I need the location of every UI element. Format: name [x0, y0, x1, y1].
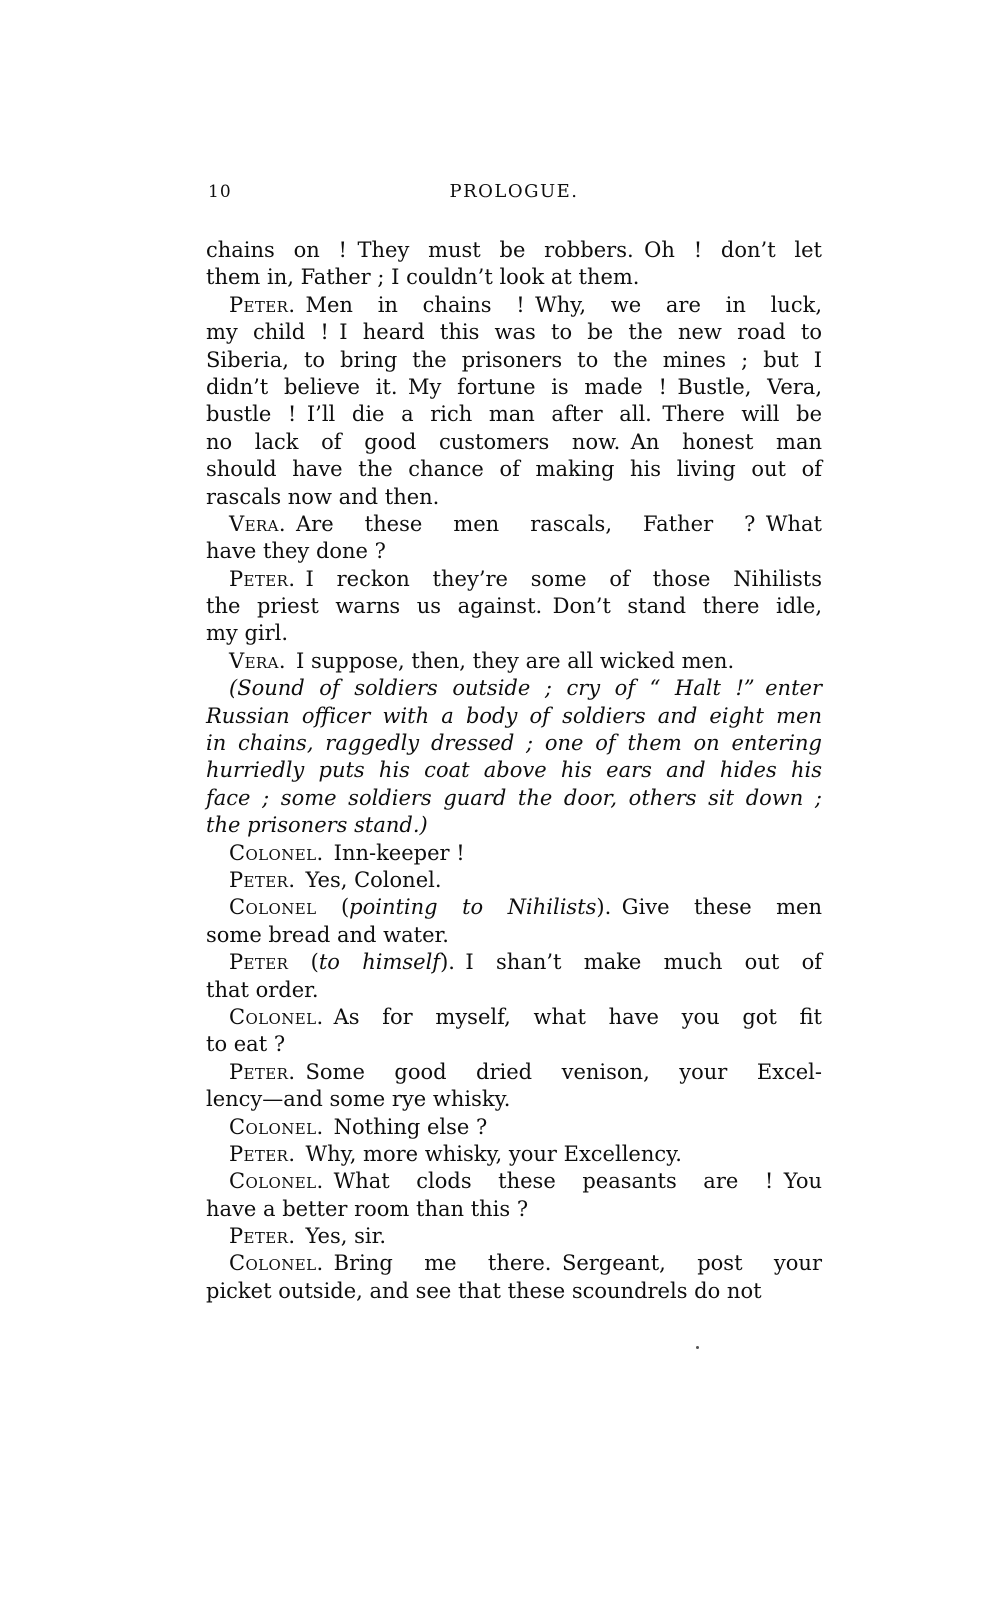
running-title: PROLOGUE.	[449, 181, 579, 202]
dialogue-text: . Men in chains ! Why, we are in luck,	[288, 292, 822, 317]
text-line	[206, 319, 822, 346]
speaker-name: Vera	[229, 511, 279, 536]
text-line	[206, 347, 822, 374]
text-line	[206, 237, 822, 264]
text-line	[206, 538, 822, 565]
text-line	[206, 812, 822, 839]
stage-direction-text: pointing to Nihilists	[349, 895, 597, 920]
text-line	[206, 1196, 822, 1223]
text-line	[206, 1059, 822, 1086]
dialogue-text: my child ! I heard this was to be the new road to	[206, 320, 822, 345]
text-line	[206, 703, 822, 730]
text-line	[206, 429, 822, 456]
speaker-name: Colonel	[229, 1114, 317, 1139]
speaker-name: Peter	[229, 292, 289, 317]
dialogue-text: ). I shan’t make much out of	[440, 950, 822, 975]
text-line	[206, 648, 822, 675]
speaker-name: Peter	[229, 1224, 289, 1249]
dialogue-text: didn’t believe it. My fortune is made ! Bustle, Vera,	[206, 374, 822, 399]
stage-direction-text: Russian officer with a body of soldiers and eight men	[206, 703, 822, 728]
stage-direction-text: hurriedly puts his coat above his ears and hides his	[206, 758, 822, 783]
dialogue-text: . Nothing else ?	[316, 1114, 488, 1139]
dialogue-text: lency—and some rye whisky.	[206, 1087, 511, 1112]
text-line	[206, 620, 822, 647]
text-line	[206, 730, 822, 757]
speaker-name: Colonel	[229, 1251, 317, 1276]
dialogue-text: that order.	[206, 977, 319, 1002]
speaker-name: Colonel	[229, 1004, 317, 1029]
text-line	[206, 675, 822, 702]
running-head	[206, 181, 822, 205]
text-line	[206, 566, 822, 593]
text-line	[206, 1168, 822, 1195]
page-number: 10	[208, 182, 232, 202]
text-line	[206, 949, 822, 976]
dialogue-text: picket outside, and see that these scoundrels do not	[206, 1278, 762, 1303]
speaker-name: Colonel	[229, 895, 317, 920]
text-line	[206, 511, 822, 538]
text-line	[206, 1278, 822, 1305]
dialogue-text: Siberia, to bring the prisoners to the mines ; but I	[206, 347, 822, 372]
text-line	[206, 922, 822, 949]
speaker-name: Colonel	[229, 1169, 317, 1194]
dialogue-text: bustle ! I’ll die a rich man after all. There will be	[206, 402, 822, 427]
text-line	[206, 1141, 822, 1168]
text-line	[206, 1031, 822, 1058]
text-line	[206, 1004, 822, 1031]
text-line	[206, 401, 822, 428]
dialogue-text: . Yes, Colonel.	[288, 867, 442, 892]
speaker-name: Vera	[229, 648, 279, 673]
text-line	[206, 374, 822, 401]
ink-speck	[696, 1346, 699, 1349]
text-line	[206, 840, 822, 867]
dialogue-text: ). Give these men	[596, 895, 823, 920]
text-line	[206, 264, 822, 291]
dialogue-text: . Yes, sir.	[288, 1224, 386, 1249]
dialogue-text: my girl.	[206, 621, 289, 646]
stage-direction-text: face ; some soldiers guard the door, others sit down ;	[206, 785, 822, 810]
dialogue-text: the priest warns us against. Don’t stand there idle,	[206, 594, 822, 619]
dialogue-text: . Inn-keeper !	[316, 840, 465, 865]
speaker-name: Peter	[229, 950, 289, 975]
stage-direction-text: to himself	[318, 950, 441, 975]
speaker-name: Peter	[229, 1141, 289, 1166]
dialogue-text: some bread and water.	[206, 922, 449, 947]
dialogue-text: . Why, more whisky, your Excellency.	[288, 1141, 682, 1166]
text-line	[206, 757, 822, 784]
stage-direction-text: the prisoners stand.)	[206, 813, 428, 838]
text-line	[206, 1086, 822, 1113]
text-block	[206, 237, 822, 1305]
dialogue-text: . Some good dried venison, your Excel-	[288, 1059, 822, 1084]
text-line	[206, 292, 822, 319]
text-line	[206, 1114, 822, 1141]
text-line	[206, 785, 822, 812]
text-line	[206, 1250, 822, 1277]
dialogue-text: . What clods these peasants are ! You	[316, 1169, 822, 1194]
dialogue-text: (	[288, 950, 319, 975]
dialogue-text: . I suppose, then, they are all wicked men.	[278, 648, 735, 673]
dialogue-text: chains on ! They must be robbers. Oh ! don’t let	[206, 238, 822, 262]
dialogue-text: rascals now and then.	[206, 484, 440, 509]
speaker-name: Colonel	[229, 840, 317, 865]
text-line	[206, 593, 822, 620]
stage-direction-text: in chains, raggedly dressed ; one of them on entering	[206, 731, 822, 756]
dialogue-text: have a better room than this ?	[206, 1196, 529, 1221]
dialogue-text: . I reckon they’re some of those Nihilists	[288, 566, 822, 591]
dialogue-text: . Are these men rascals, Father ? What	[278, 511, 822, 536]
dialogue-text: no lack of good customers now. An honest man	[206, 429, 822, 454]
dialogue-text: . As for myself, what have you got fit	[316, 1004, 822, 1029]
dialogue-text: (	[316, 895, 350, 920]
speaker-name: Peter	[229, 867, 289, 892]
stage-direction-text: (Sound of soldiers outside ; cry of “ Halt !” enter	[229, 676, 822, 701]
dialogue-text: have they done ?	[206, 539, 386, 564]
text-line	[206, 456, 822, 483]
dialogue-text: should have the chance of making his living out of	[206, 457, 822, 482]
dialogue-text: . Bring me there. Sergeant, post your	[316, 1251, 822, 1276]
text-line	[206, 867, 822, 894]
text-line	[206, 894, 822, 921]
text-line	[206, 1223, 822, 1250]
text-line	[206, 484, 822, 511]
speaker-name: Peter	[229, 566, 289, 591]
speaker-name: Peter	[229, 1059, 289, 1084]
dialogue-text: to eat ?	[206, 1032, 286, 1057]
text-line	[206, 977, 822, 1004]
dialogue-text: them in, Father ; I couldn’t look at them.	[206, 265, 640, 290]
